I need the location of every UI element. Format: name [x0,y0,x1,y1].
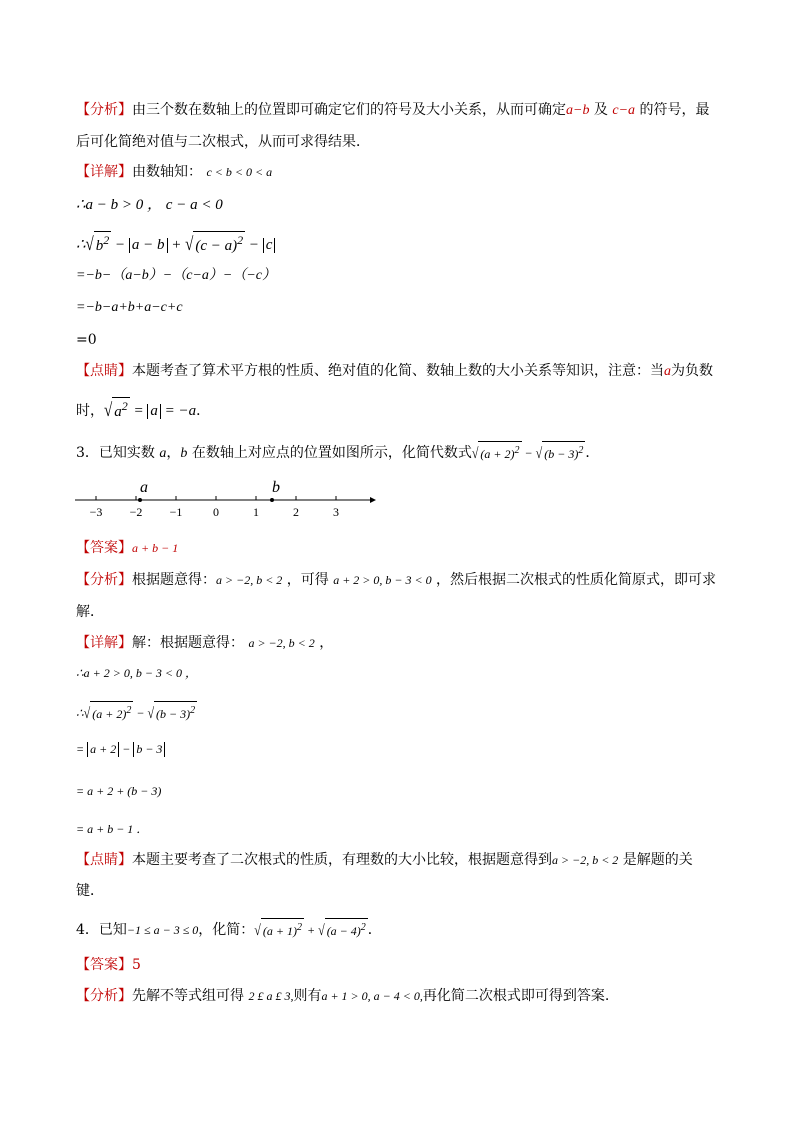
number-line-tick-label: −2 [129,505,143,519]
abs-expr: a [147,404,161,419]
number-line-tick-label: 3 [333,505,339,519]
analysis-3-line2: 解． [76,604,104,620]
number-line-tick-label: −3 [89,505,103,519]
question-number: 4． [76,922,99,938]
number-line-point-label: a [140,479,148,496]
detail-tag: 【详解】 [76,635,132,651]
analysis-tag: 【分析】 [76,102,132,118]
sqrt-expr: $(a + 1)^2$ [261,918,304,940]
detail-tag: 【详解】 [76,164,132,180]
sqrt-expr: $b^2$ [95,233,110,254]
question-number: 3． [76,445,99,461]
number-line-point-label: b [272,479,280,496]
analysis-tag: 【分析】 [76,988,132,1004]
analysis-text: 由三个数在数轴上的位置即可确定它们的符号及大小关系，从而可确定 [132,102,566,118]
abs-expr: a + 2 [87,742,119,757]
detail-3-step-5: = a + b − 1 ． [76,822,149,836]
math-expr: a−b [566,103,590,118]
sqrt-expr: $(b - 3)^2$ [542,441,585,463]
detail-text: 由数轴知： [132,164,202,180]
math-inequality: c < b < 0 < a [206,165,273,179]
analysis-tag: 【分析】 [76,572,132,588]
detail-header-line [76,162,272,182]
number-line-point-b [270,498,274,502]
detail-step-5: =0 [76,332,97,348]
detail-3-step-2: ∴√ $(a + 2)^2$ − √ $(b - 3)^2$ [76,700,197,723]
sqrt-expr: $(a + 2)^2$ [90,701,133,723]
abs-expr: b − 3 [133,742,165,757]
detail-step-1: ∴a − b > 0 ， c − a < 0 [76,197,223,213]
detail-step-2: ∴√ $b^2 - a - b$ + √ $(c - a)^2 - c$ [76,230,275,255]
answer-3 [76,538,178,558]
detail-step-4: =−b−a+b+a−c+c [76,300,183,315]
abs-expr: a − b [129,238,168,253]
detail-step-3: =−b−（a−b）−（c−a）−（−c） [76,268,277,283]
note-tag: 【点睛】 [76,852,132,868]
abs-expr: c [263,238,276,253]
number-line [70,472,380,522]
answer-value: 5 [132,957,141,973]
detail-3-step-1: ∴a + 2 > 0, b − 3 < 0 ， [76,666,198,680]
number-line-tick-label: −1 [169,505,183,519]
answer-tag: 【答案】 [76,957,132,973]
sqrt-expr: $a^2$ [114,399,128,420]
detail-3-header: 【详解】解：根据题意得： a > −2, b < 2 ， [76,635,334,651]
analysis-text: 及 [589,102,613,118]
sqrt-expr: $(a + 2)^2$ [478,441,521,463]
analysis-paragraph-line2: 后可化简绝对值与二次根式，从而可求得结果． [76,134,370,150]
analysis-paragraph-line1 [76,100,709,121]
note-paragraph-line2: 时，√ $a^2 = a = -a$． [76,399,211,421]
note-paragraph-line1: 【点睛】本题考查了算术平方根的性质、绝对值的化简、数轴上数的大小关系等知识，注意：当a为负数 [76,363,713,379]
answer-4 [76,955,141,975]
note-3-line1: 【点睛】本题主要考查了二次根式的性质，有理数的大小比较，根据题意得到a > −2, b < 2 是解题的关 [76,852,693,868]
sqrt-expr: $(a - 4)^2$ [325,918,368,940]
number-line-tick-label: 2 [293,505,299,519]
analysis-4: 【分析】先解不等式组可得 2 £ a £ 3,则有a + 1 > 0, a − 4 < 0,再化简二次根式即可得到答案. [76,988,610,1004]
number-line-point-a [138,498,142,502]
sqrt-expr: $(c - a)^2$ [195,233,244,254]
number-line-tick-label: 1 [253,505,259,519]
detail-3-step-3: = a + 2 − b − 3 [76,739,165,759]
analysis-3-line1: 【分析】根据题意得：a > −2, b < 2 ，可得 a + 2 > 0, b − 3 < 0 ，然后根据二次根式的性质化简原式，即可求 [76,572,717,588]
number-line-tick-label: 0 [213,505,219,519]
sqrt-expr: $(b - 3)^2$ [154,701,197,723]
math-expr: c−a [612,103,636,118]
answer-value: a + b − 1 [132,541,179,555]
answer-tag: 【答案】 [76,540,132,556]
number-line-arrow [370,497,376,503]
analysis-text: 的符号，最 [635,102,710,118]
note-tag: 【点睛】 [76,363,132,379]
question-4: 4．已知−1 ≤ a − 3 ≤ 0，化简：√ $(a + 1)^2$ + √ $(a - 4)^2$ ． [76,917,382,940]
note-3-line2: 键． [76,883,104,899]
question-3: 3．已知实数 a，b 在数轴上对应点的位置如图所示，化简代数式√ $(a + 2)^2$ − √ $(b - 3)^2$ ． [76,440,599,464]
detail-3-step-4: = a + 2 + (b − 3) [76,784,162,798]
